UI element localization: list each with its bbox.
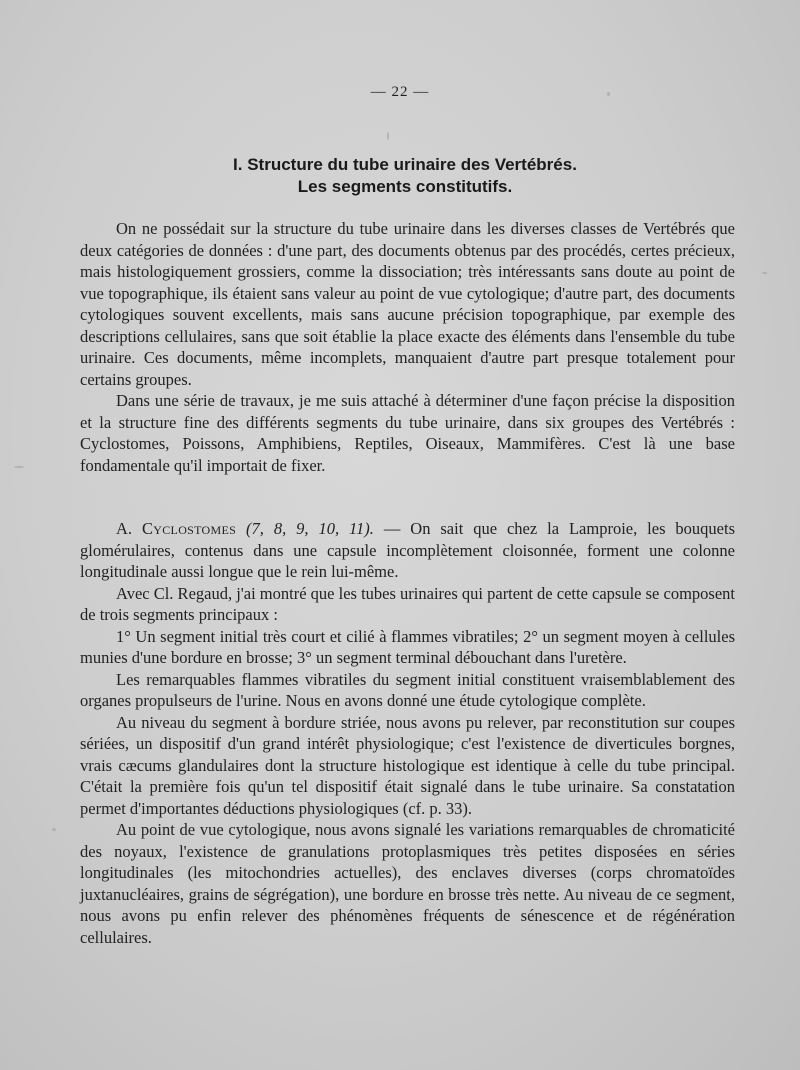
cyclostomes-paragraph-2: Avec Cl. Regaud, j'ai montré que les tubes urinaires qui partent de cette capsule se composent de trois segments principaux : [80, 583, 735, 624]
cyclostomes-paragraph-4: Les remarquables flammes vibratiles du segment initial constituent vraisemblablement des organes propulseurs de l'urine. Nous en avons donné une étude cytologique complète. [80, 669, 735, 710]
intro-paragraph-1: On ne possédait sur la structure du tube urinaire dans les diverses classes de Vertébrés que deux catégories de données : d'une part, des documents obtenus par des procédés, certes précieux, mais histologiquement grossiers, comme la dissociation; très intéressants sans doute au point de vue topographique, ils étaient sans valeur au point de vue cytologique; d'autre part, des documents cytologiques souvent excellents, mais sans aucune précision topographique, par exemple des descriptions cellulaires, sans que soit établie la place exacte des éléments dans l'ensemble du tube urinaire. Ces documents, même incomplets, manquaient d'autre part presque totalement pour certains groupes. [80, 219, 735, 389]
section-title-line-1: I. Structure du tube urinaire des Vertébrés. [233, 155, 577, 174]
cyclostomes-lead-text: — On sait que chez la Lamproie, les bouquets glomérulaires, contenus dans une capsule incomplètement cloisonnée, forment une colonne longitudinale aussi longue que le rein lui-même. [80, 519, 736, 581]
paper-speck [387, 132, 389, 140]
cyclostomes-lead-paragraph [80, 518, 735, 583]
section-title-line-2: Les segments constitutifs. [297, 177, 513, 196]
intro-paragraph-2: Dans une série de travaux, je me suis attaché à déterminer d'une façon précise la disposition et la structure fine des différents segments du tube urinaire, dans six groupes des Vertébrés : Cyclostomes, Poissons, Amphibiens, Reptiles, Oiseaux, Mammifères. C'est là une base fondamentale qu'il importait de fixer. [80, 391, 735, 475]
paper-speck [52, 828, 56, 831]
paper-speck [762, 272, 767, 274]
cyclostomes-heading: Cyclostomes [141, 519, 237, 538]
paper-speck [14, 466, 24, 468]
section-letter: A. [116, 519, 133, 538]
cyclostomes-paragraph-5: Au niveau du segment à bordure striée, nous avons pu relever, par reconstitution sur coupes sériées, un dispositif d'un grand intérêt physiologique; c'est l'existence de diverticules borgnes, vrais cæcums glandulaires dont la structure histologique est identique à celle du tube principal. C'était la première fois qu'un tel dispositif était signalé dans le tube urinaire. Sa constatation permet d'importantes déductions physiologiques (cf. p. 33). [80, 712, 735, 818]
cyclostomes-segments-list: 1° Un segment initial très court et cilié à flammes vibratiles; 2° un segment moyen à cellules munies d'une bordure en brosse; 3° un segment terminal débouchant dans l'uretère. [80, 626, 735, 667]
page-number: — 22 — [370, 84, 430, 100]
cyclostomes-paragraph-6: Au point de vue cytologique, nous avons signalé les variations remarquables de chromaticité des noyaux, l'existence de granulations protoplasmiques très petites disposées en séries longitudinales (les mitochondries actuelles), des enclaves diverses (corps chromatoïdes juxtanucléaires, grains de ségrégation), une bordure en brosse très nette. Au niveau de ce segment, nous avons pu enfin relever des phénomènes fréquents de sénescence et de régénération cellulaires. [80, 820, 735, 947]
cyclostomes-text-block [80, 518, 735, 948]
section-title [80, 154, 730, 198]
reference-numbers: (7, 8, 9, 10, 11). [246, 519, 374, 538]
intro-text-block [80, 218, 735, 476]
